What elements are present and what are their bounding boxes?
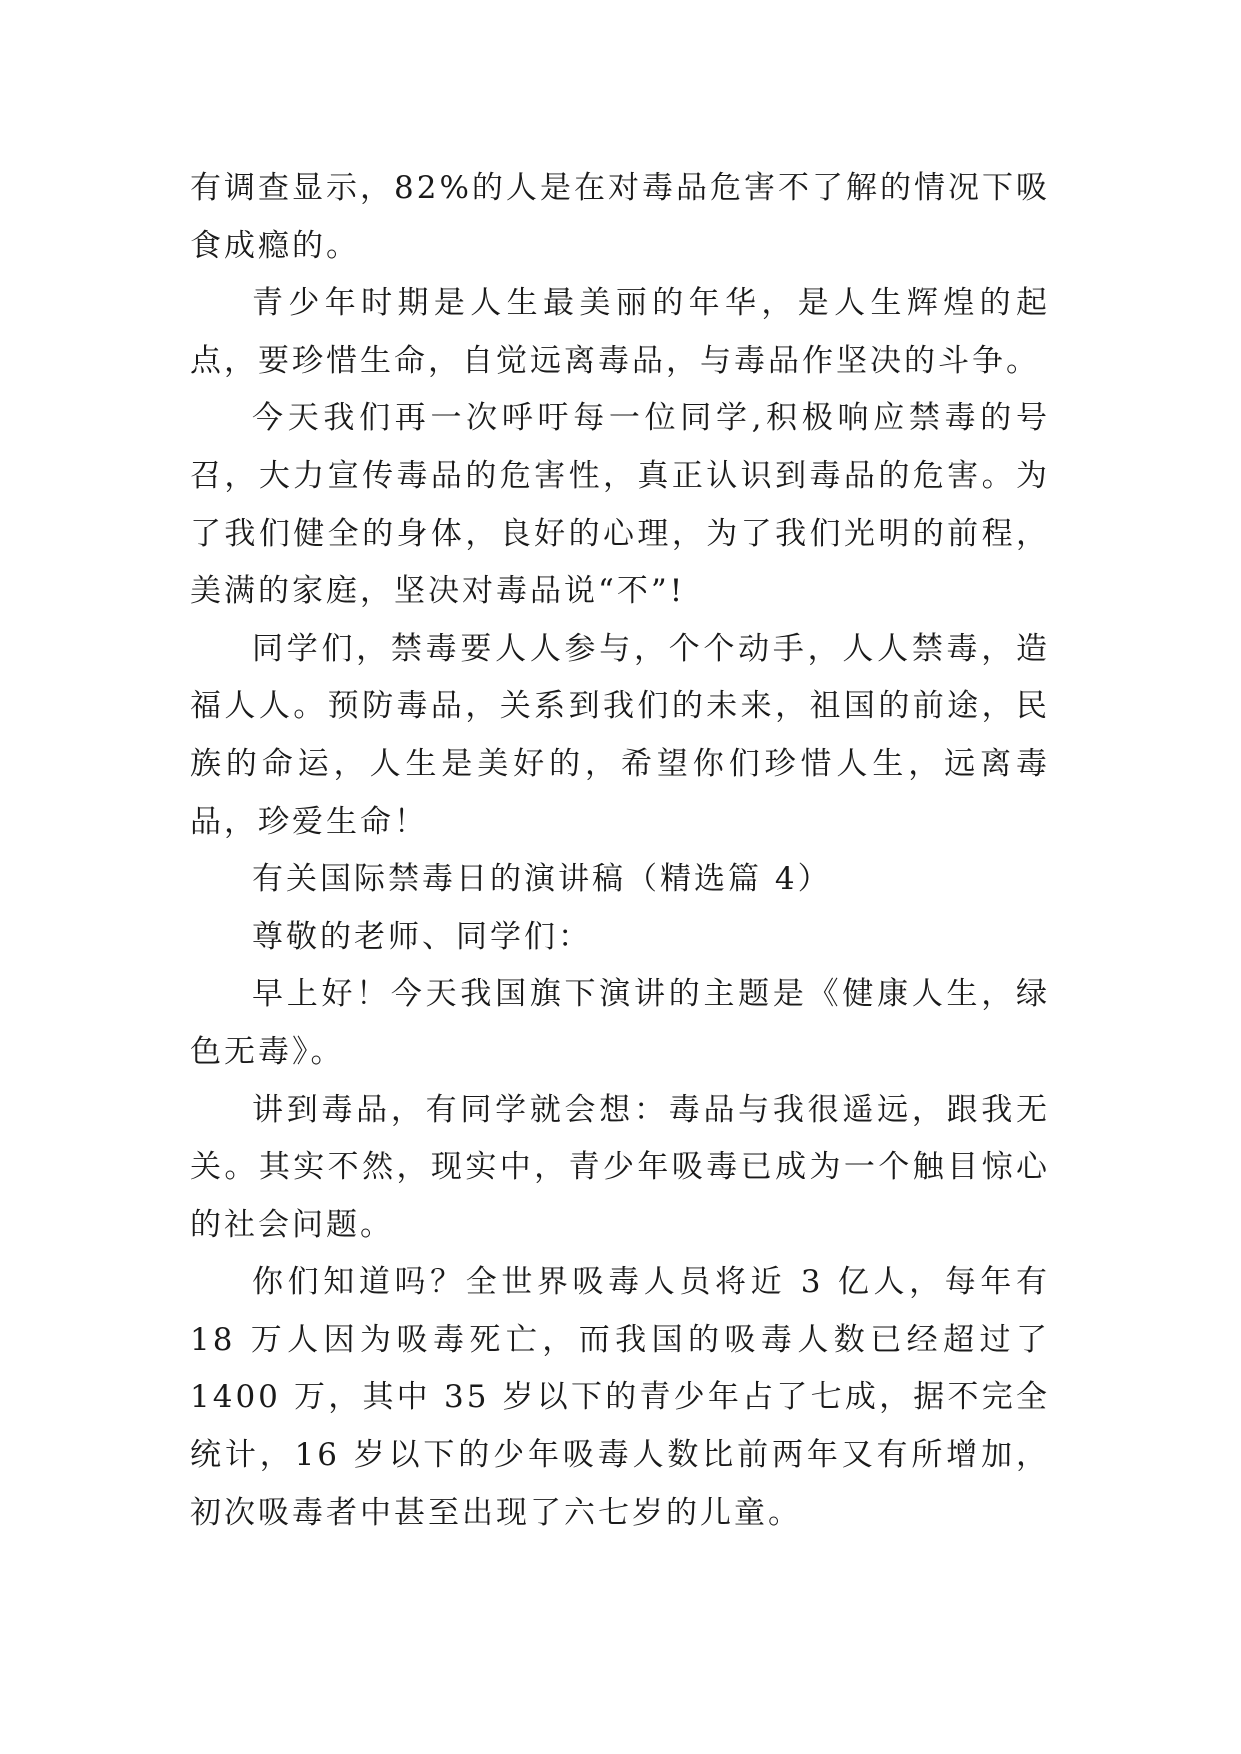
paragraph-statistics: 你们知道吗？全世界吸毒人员将近 3 亿人，每年有 18 万人因为吸毒死亡，而我国的吸毒人数已经超过了 1400 万，其中 35 岁以下的青少年占了七成，据不完全统计，16 岁以下的少年吸毒人数比前两年又有所增加，初次吸毒者中甚至出现了六七岁的儿童。 (190, 1264, 1050, 1531)
paragraph-salutation: 尊敬的老师、同学们： (252, 918, 592, 955)
paragraph-appeal: 今天我们再一次呼吁每一位同学,积极响应禁毒的号召，大力宣传毒品的危害性，真正认识到毒品的危害。为了我们健全的身体，良好的心理，为了我们光明的前程，美满的家庭，坚决对毒品说“不”! (190, 400, 1050, 610)
section-heading: 有关国际禁毒日的演讲稿（精选篇 4） (252, 861, 832, 898)
paragraph-youth: 青少年时期是人生最美丽的年华，是人生辉煌的起点，要珍惜生命，自觉远离毒品，与毒品作坚决的斗争。 (190, 285, 1050, 379)
document-body (190, 160, 1050, 1542)
paragraph-greeting: 早上好！今天我国旗下演讲的主题是《健康人生，绿色无毒》。 (190, 976, 1050, 1070)
paragraph-classmates: 同学们，禁毒要人人参与，个个动手，人人禁毒，造福人人。预防毒品，关系到我们的未来，祖国的前途，民族的命运，人生是美好的，希望你们珍惜人生，远离毒品，珍爱生命！ (190, 630, 1050, 840)
paragraph-survey-continuation: 有调查显示，82%的人是在对毒品危害不了解的情况下吸食成瘾的。 (190, 170, 1050, 264)
paragraph-drugs-far: 讲到毒品，有同学就会想：毒品与我很遥远，跟我无关。其实不然，现实中，青少年吸毒已成为一个触目惊心的社会问题。 (190, 1091, 1050, 1243)
